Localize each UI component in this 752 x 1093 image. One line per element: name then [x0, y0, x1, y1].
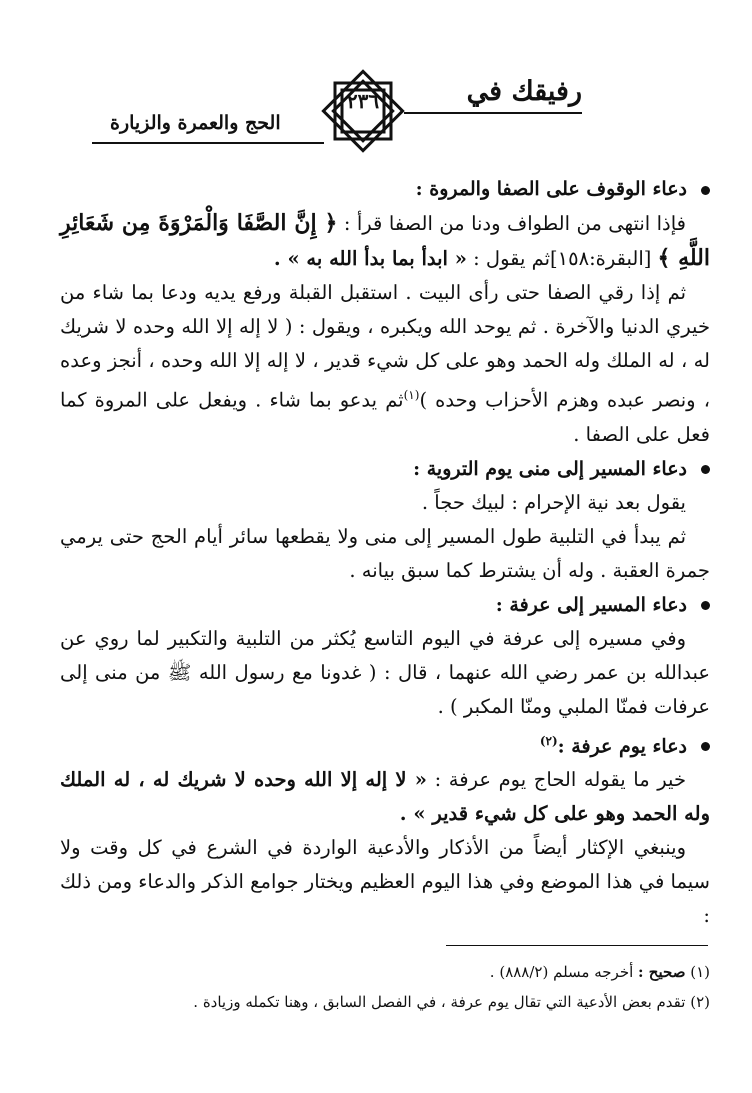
section-heading-mina: دعاء المسير إلى منى يوم التروية : [60, 452, 710, 486]
paragraph-safa-dua: ثم إذا رقي الصفا حتى رأى البيت . استقبل القبلة ورفع يديه ودعا بما شاء من خيري الدنيا والآخرة . ثم يوحد الله ويكبره ، ويقول : ( لا إله إلا الله وحده لا شريك له ، له الملك وله الحمد وهو على كل شيء قدير ، لا إله إلا الله وحده ، أنجز وعده ، ونصر عبده وهزم الأحزاب وحده )$^{(١)}$ثم يدعو بما شاء . ويفعل على المروة كما فعل على الصفا . [60, 281, 710, 446]
paragraph-ihram: يقول بعد نية الإحرام : لبيك حجاً . [421, 490, 686, 514]
page-body [60, 172, 710, 933]
bullet-icon [701, 601, 710, 610]
footnotes [60, 957, 710, 1017]
book-title-line1: رفيقك في [466, 76, 582, 107]
page-header [0, 0, 752, 150]
footnote-ref-2: (٢) [539, 733, 558, 748]
footnote-2: (٢) تقدم بعض الأدعية التي تقال يوم عرفة ، في الفصل السابق ، وهنا تكمله وزيادة . [193, 993, 710, 1011]
paragraph-adhkar: وينبغي الإكثار أيضاً من الأذكار والأدعية الواردة في الشرع في كل وقت ولا سيما في هذا الموضع وفي هذا اليوم العظيم ويختار جوامع الذكر والدعاء ومن ذلك : [60, 835, 710, 927]
footnote-rule [446, 945, 708, 946]
paragraph-talbiya: ثم يبدأ في التلبية طول المسير إلى منى ولا يقطعها سائر أيام الحج حتى يرمي جمرة العقبة . وله أن يشترط كما سبق بيانه . [60, 524, 710, 582]
hadith-quote: « ابدأ بما بدأ الله به » . [273, 247, 467, 270]
footnote-ref-1: (١) [403, 388, 420, 402]
section-heading-arafa-journey: دعاء المسير إلى عرفة : [60, 588, 710, 622]
header-rule-top [404, 112, 582, 114]
bullet-icon [701, 186, 710, 195]
bullet-icon [701, 465, 710, 474]
paragraph-safa-reading: فإذا انتهى من الطواف ودنا من الصفا قرأ : ﴿ إِنَّ الصَّفَا وَالْمَرْوَةَ مِن شَعَائِرِ اللَّهِ ﴾ [البقرة:١٥٨]ثم يقول : « ابدأ بما بدأ الله به » . [60, 210, 710, 271]
page-number: ٢٣٦ [346, 89, 380, 113]
book-title-line2: الحج والعمرة والزيارة [110, 112, 281, 134]
header-rule-bottom [92, 142, 324, 144]
section-heading-arafa-day: دعاء يوم عرفة :$^{(٢)}$ [60, 724, 710, 763]
tahlil-quote: « لا إله إلا الله وحده لا شريك له ، له الملك وله الحمد وهو على كل شيء قدير » . [60, 767, 710, 825]
paragraph-arafa-best-dua: خير ما يقوله الحاج يوم عرفة : « لا إله إلا الله وحده لا شريك له ، له الملك وله الحمد وهو على كل شيء قدير » . [60, 767, 710, 825]
bullet-icon [701, 742, 710, 751]
quran-verse: ﴿ إِنَّ الصَّفَا وَالْمَرْوَةَ مِن شَعَائِرِ اللَّهِ ﴾ [60, 210, 710, 271]
section-heading-safa-marwa: دعاء الوقوف على الصفا والمروة : [60, 172, 710, 206]
footnote-1: (١) صحيح : أخرجه مسلم (٨٨٨/٢) . [489, 963, 710, 981]
paragraph-arafa-journey: وفي مسيره إلى عرفة في اليوم التاسع يُكثر من التلبية والتكبير لما روي عن عبدالله بن عمر رضي الله عنهما ، قال : ( غدونا مع رسول الله ﷺ من منى إلى عرفات فمنّا الملبي ومنّا المكبر ) . [60, 626, 710, 718]
